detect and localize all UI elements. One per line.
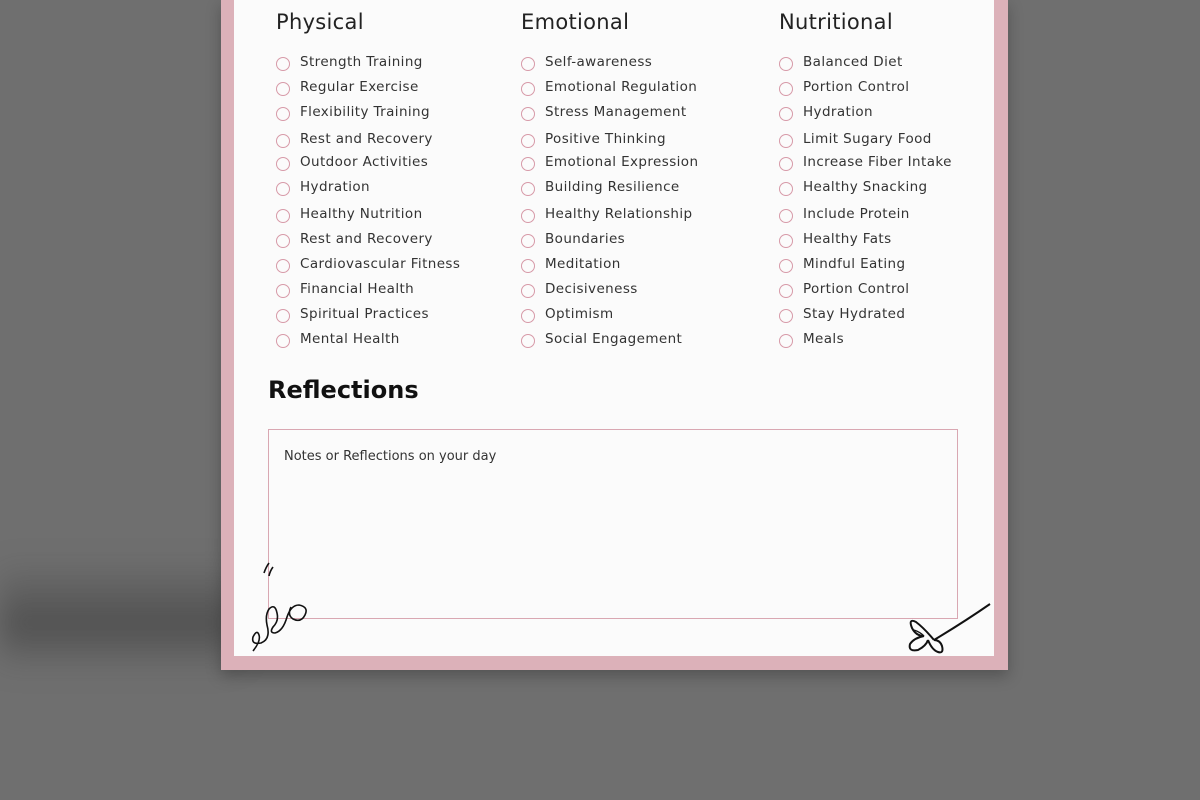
item-label: Boundaries (545, 231, 626, 247)
circle-checkbox-icon[interactable] (779, 309, 793, 323)
item-label: Rest and Recovery (300, 231, 433, 247)
item-label: Healthy Relationship (545, 206, 693, 222)
circle-checkbox-icon[interactable] (779, 259, 793, 273)
item-label: Cardiovascular Fitness (300, 256, 461, 272)
item-label: Social Engagement (545, 331, 683, 347)
notes-placeholder: Notes or Reflections on your day (284, 449, 497, 464)
circle-checkbox-icon[interactable] (779, 209, 793, 223)
item-label: Meals (803, 331, 845, 347)
item-label: Flexibility Training (300, 104, 430, 120)
circle-checkbox-icon[interactable] (521, 209, 535, 223)
circle-checkbox-icon[interactable] (521, 57, 535, 71)
column-title: Emotional (521, 10, 630, 34)
item-label: Portion Control (803, 281, 910, 297)
item-label: Outdoor Activities (300, 154, 429, 170)
item-label: Stay Hydrated (803, 306, 906, 322)
item-label: Mindful Eating (803, 256, 906, 272)
item-label: Self-awareness (545, 54, 653, 70)
backdrop-shadow (0, 560, 240, 670)
circle-checkbox-icon[interactable] (276, 259, 290, 273)
item-label: Increase Fiber Intake (803, 154, 952, 170)
circle-checkbox-icon[interactable] (779, 334, 793, 348)
item-label: Building Resilience (545, 179, 680, 195)
item-label: Emotional Expression (545, 154, 699, 170)
item-label: Include Protein (803, 206, 910, 222)
circle-checkbox-icon[interactable] (521, 182, 535, 196)
circle-checkbox-icon[interactable] (779, 57, 793, 71)
circle-checkbox-icon[interactable] (779, 134, 793, 148)
item-label: Decisiveness (545, 281, 638, 297)
item-label: Spiritual Practices (300, 306, 429, 322)
planner-page (234, 0, 994, 656)
item-label: Balanced Diet (803, 54, 903, 70)
item-label: Stress Management (545, 104, 687, 120)
planner-frame (221, 0, 1008, 670)
circle-checkbox-icon[interactable] (276, 157, 290, 171)
circle-checkbox-icon[interactable] (276, 182, 290, 196)
circle-checkbox-icon[interactable] (521, 134, 535, 148)
item-label: Healthy Snacking (803, 179, 928, 195)
column-title: Physical (276, 10, 364, 34)
circle-checkbox-icon[interactable] (521, 157, 535, 171)
circle-checkbox-icon[interactable] (521, 82, 535, 96)
circle-checkbox-icon[interactable] (276, 134, 290, 148)
swirl-doodle-icon (239, 555, 309, 655)
item-label: Limit Sugary Food (803, 131, 932, 147)
item-label: Financial Health (300, 281, 415, 297)
circle-checkbox-icon[interactable] (521, 107, 535, 121)
circle-checkbox-icon[interactable] (276, 107, 290, 121)
circle-checkbox-icon[interactable] (779, 82, 793, 96)
circle-checkbox-icon[interactable] (276, 82, 290, 96)
circle-checkbox-icon[interactable] (779, 182, 793, 196)
item-label: Optimism (545, 306, 614, 322)
circle-checkbox-icon[interactable] (276, 234, 290, 248)
item-label: Portion Control (803, 79, 910, 95)
circle-checkbox-icon[interactable] (521, 284, 535, 298)
circle-checkbox-icon[interactable] (276, 57, 290, 71)
item-label: Meditation (545, 256, 621, 272)
item-label: Hydration (803, 104, 873, 120)
circle-checkbox-icon[interactable] (276, 209, 290, 223)
reflections-notes-box[interactable] (268, 429, 958, 619)
item-label: Strength Training (300, 54, 423, 70)
item-label: Regular Exercise (300, 79, 419, 95)
column-title: Nutritional (779, 10, 893, 34)
circle-checkbox-icon[interactable] (276, 309, 290, 323)
reflections-heading: Reflections (268, 376, 419, 404)
circle-checkbox-icon[interactable] (521, 309, 535, 323)
item-label: Rest and Recovery (300, 131, 433, 147)
circle-checkbox-icon[interactable] (276, 284, 290, 298)
item-label: Healthy Fats (803, 231, 892, 247)
flower-doodle-icon (894, 600, 994, 656)
circle-checkbox-icon[interactable] (779, 107, 793, 121)
item-label: Mental Health (300, 331, 400, 347)
circle-checkbox-icon[interactable] (779, 157, 793, 171)
circle-checkbox-icon[interactable] (779, 284, 793, 298)
item-label: Healthy Nutrition (300, 206, 423, 222)
circle-checkbox-icon[interactable] (779, 234, 793, 248)
item-label: Positive Thinking (545, 131, 666, 147)
circle-checkbox-icon[interactable] (521, 334, 535, 348)
item-label: Emotional Regulation (545, 79, 698, 95)
circle-checkbox-icon[interactable] (521, 259, 535, 273)
circle-checkbox-icon[interactable] (276, 334, 290, 348)
item-label: Hydration (300, 179, 370, 195)
circle-checkbox-icon[interactable] (521, 234, 535, 248)
